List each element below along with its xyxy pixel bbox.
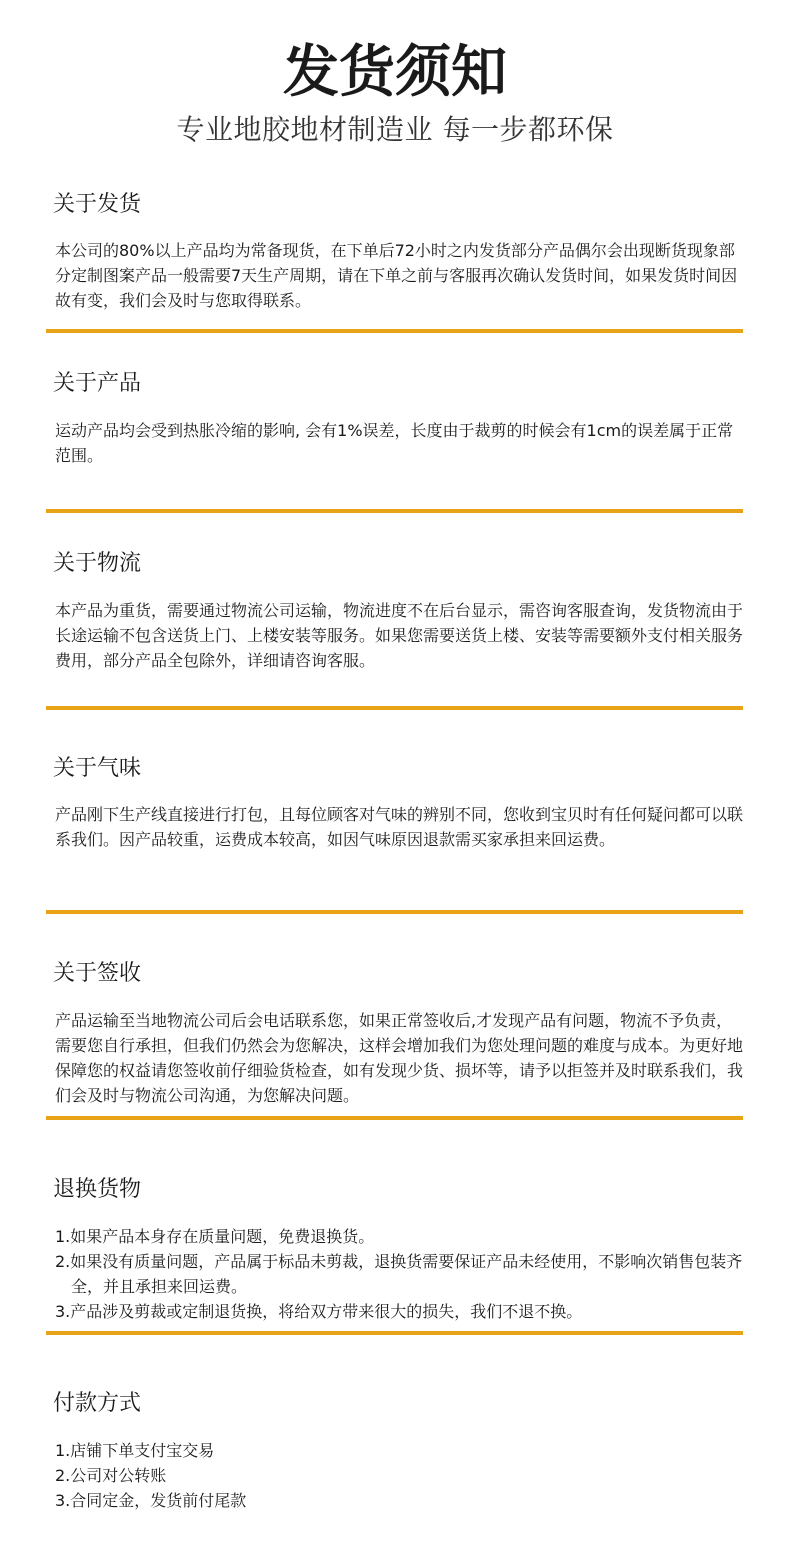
list-item: 2.公司对公转账: [55, 1466, 167, 1485]
list-item: 1.店铺下单支付宝交易: [55, 1441, 215, 1460]
page-title: 发货须知: [283, 40, 507, 105]
section-heading-logistics: 关于物流: [53, 551, 142, 576]
section-text: 运动产品均会受到热胀冷缩的影响, 会有1%误差，长度由于裁剪的时候会有1cm的误差属于正常范围。: [55, 421, 734, 465]
list-item: 2.如果没有质量问题，产品属于标品未剪裁，退换货需要保证产品未经使用，不影响次销售包装齐全，并且承担来回运费。: [55, 1252, 743, 1296]
section-text: 本公司的80%以上产品均为常备现货，在下单后72小时之内发货部分产品偶尔会出现断货现象部分定制图案产品一般需要7天生产周期，请在下单之前与客服再次确认发货时间，如果发货时间因故有变，我们会及时与您取得联系。: [55, 241, 738, 310]
section-body-odor: [55, 802, 745, 852]
section-divider: [46, 329, 743, 333]
section-heading-odor: 关于气味: [53, 756, 142, 781]
section-divider: [46, 1116, 743, 1120]
section-text: 本产品为重货，需要通过物流公司运输，物流进度不在后台显示，需咨询客服查询，发货物流由于长途运输不包含送货上门、上楼安装等服务。如果您需要送货上楼、安装等需要额外支付相关服务费用，部分产品全包除外，详细请咨询客服。: [55, 601, 744, 670]
page-subtitle: 专业地胶地材制造业 每一步都环保: [176, 113, 614, 146]
section-body-returns: [55, 1224, 745, 1324]
section-divider: [46, 509, 743, 513]
section-divider: [46, 706, 743, 710]
list-item: 3.产品涉及剪裁或定制退货换，将给双方带来很大的损失，我们不退不换。: [55, 1302, 583, 1321]
section-divider: [46, 1331, 743, 1335]
section-body-receipt: [55, 1008, 745, 1108]
section-body-shipping: [55, 238, 745, 313]
section-body-payment: [55, 1438, 745, 1513]
section-text: 产品刚下生产线直接进行打包，且每位顾客对气味的辨别不同，您收到宝贝时有任何疑问都可以联系我们。因产品较重，运费成本较高，如因气味原因退款需买家承担来回运费。: [55, 805, 744, 849]
section-heading-receipt: 关于签收: [53, 961, 142, 986]
section-heading-payment: 付款方式: [53, 1391, 142, 1416]
section-body-product: [55, 418, 745, 468]
section-heading-product: 关于产品: [53, 371, 142, 396]
section-divider: [46, 910, 743, 914]
section-text: 产品运输至当地物流公司后会电话联系您，如果正常签收后,才发现产品有问题，物流不予负责，需要您自行承担，但我们仍然会为您解决，这样会增加我们为您处理问题的难度与成本。为更好地保障您的权益请您签收前仔细验货检查，如有发现少货、损坏等，请予以拒签并及时联系我们，我们会及时与物流公司沟通，为您解决问题。: [55, 1011, 744, 1105]
section-heading-returns: 退换货物: [53, 1177, 142, 1202]
list-item: 1.如果产品本身存在质量问题，免费退换货。: [55, 1227, 375, 1246]
section-body-logistics: [55, 598, 745, 673]
list-item: 3.合同定金，发货前付尾款: [55, 1491, 247, 1510]
section-heading-shipping: 关于发货: [53, 192, 142, 217]
